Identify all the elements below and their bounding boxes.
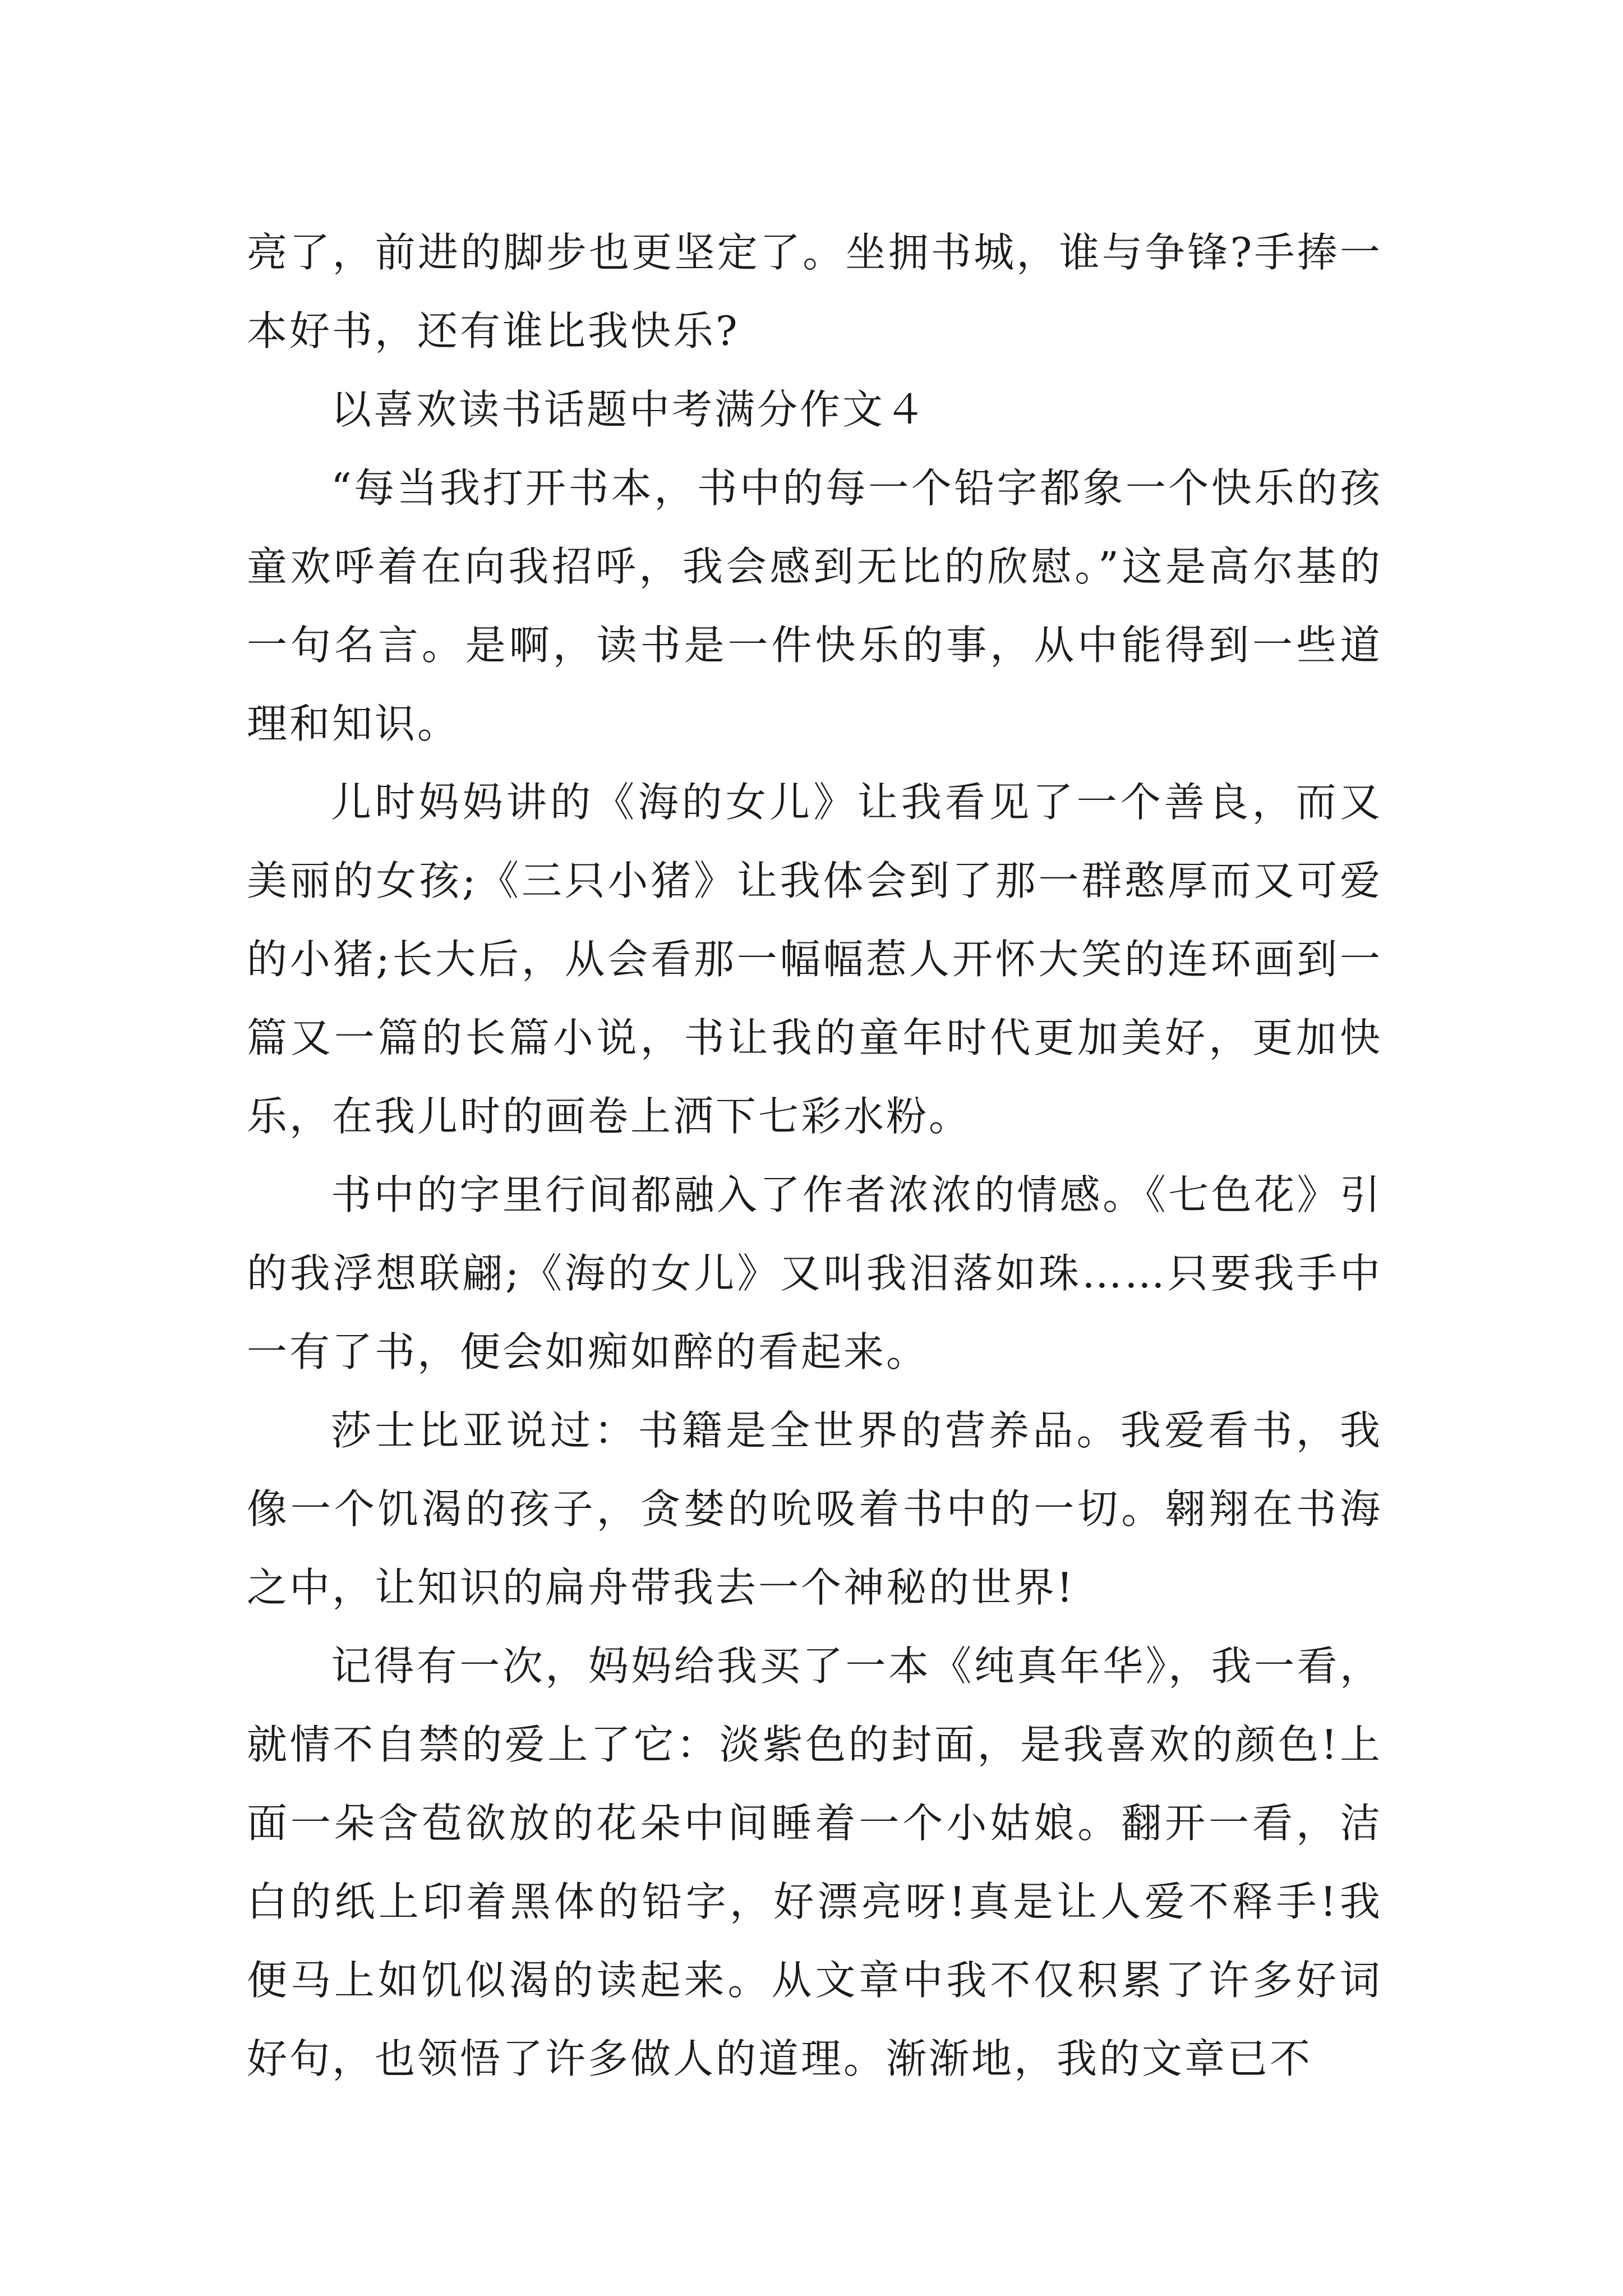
paragraph-shakespeare: 莎士比亚说过：书籍是全世界的营养品。我爱看书，我像一个饥渴的孩子，贪婪的吮吸着书中的一切。翱翔在书海之中，让知识的扁舟带我去一个神秘的世界! [247, 1407, 1382, 1611]
paragraph-continuation: 亮了，前进的脚步也更坚定了。坐拥书城，谁与争锋?手捧一本好书，还有谁比我快乐? [247, 229, 1382, 355]
paragraph-memory: 记得有一次，妈妈给我买了一本《纯真年华》，我一看，就情不自禁的爱上了它：淡紫色的封面，是我喜欢的颜色!上面一朵含苞欲放的花朵中间睡着一个小姑娘。翻开一看，洁白的纸上印着黑体的铅字，好漂亮呀!真是让人爱不释手!我便马上如饥似渴的读起来。从文章中我不仅积累了许多好词好句，也领悟了许多做人的道理。渐渐地，我的文章已不 [247, 1642, 1382, 2082]
paragraph-quote: “每当我打开书本，书中的每一个铅字都象一个快乐的孩童欢呼着在向我招呼，我会感到无比的欣慰。”这是高尔基的一句名言。是啊，读书是一件快乐的事，从中能得到一些道理和知识。 [247, 464, 1382, 747]
section-heading: 以喜欢读书话题中考满分作文４ [331, 386, 928, 433]
document-body [247, 213, 1382, 2098]
paragraph-emotion: 书中的字里行间都融入了作者浓浓的情感。《七色花》引的我浮想联翩;《海的女儿》又叫我泪落如珠……只要我手中一有了书，便会如痴如醉的看起来。 [247, 1171, 1382, 1375]
paragraph-childhood: 儿时妈妈讲的《海的女儿》让我看见了一个善良，而又美丽的女孩;《三只小猪》让我体会到了那一群憨厚而又可爱的小猪;长大后，从会看那一幅幅惹人开怀大笑的连环画到一篇又一篇的长篇小说，书让我的童年时代更加美好，更加快乐，在我儿时的画卷上洒下七彩水粉。 [247, 779, 1382, 1140]
